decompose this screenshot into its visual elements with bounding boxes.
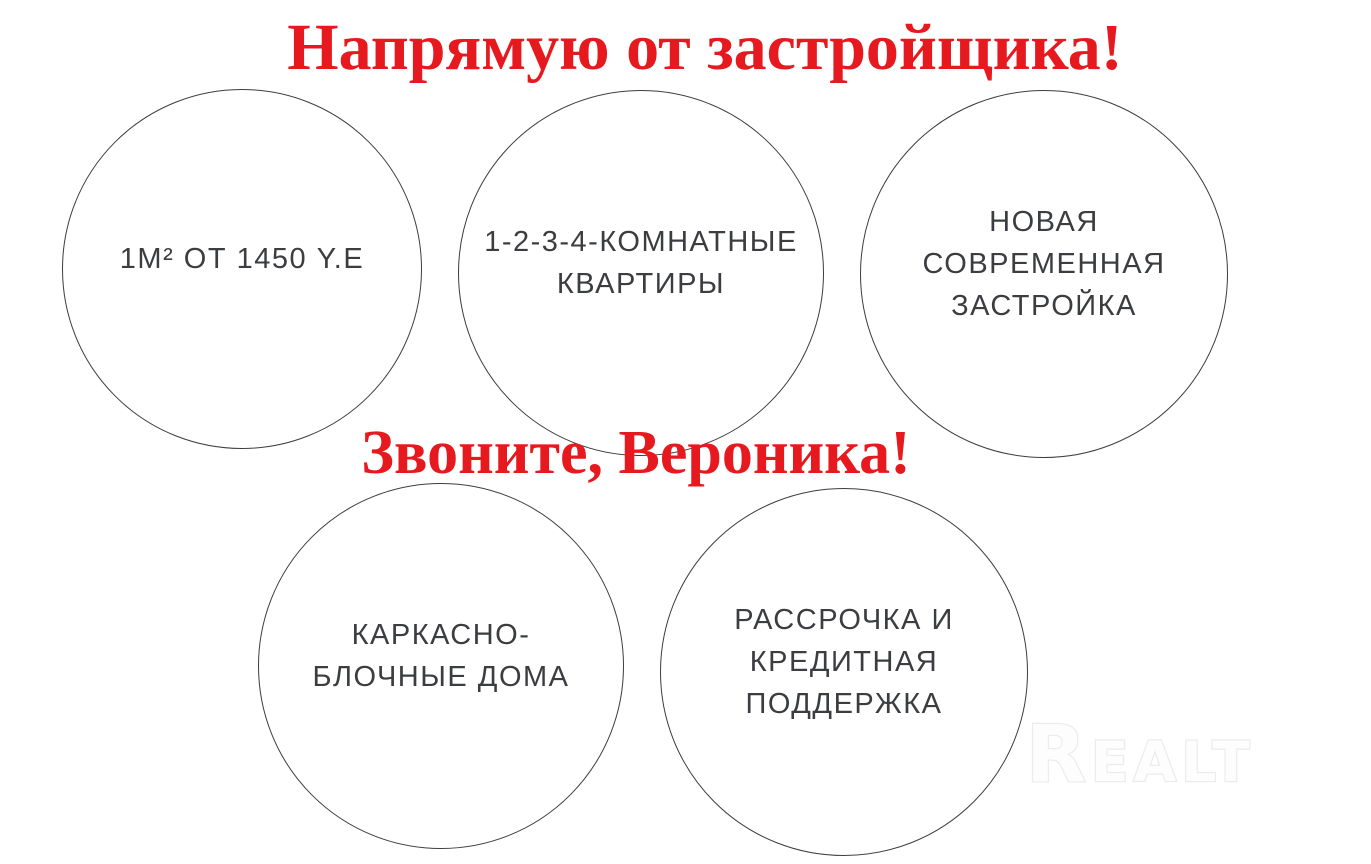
headline-call-veronika: Звоните, Вероника!	[361, 419, 911, 487]
feature-line: 1М² ОТ 1450 Y.E	[119, 243, 365, 275]
feature-text-price	[120, 238, 364, 280]
feature-text-frame-block-houses	[312, 614, 569, 698]
feature-text-installment	[734, 599, 954, 725]
feature-line: 1-2-3-4-КОМНАТНЫЕ	[484, 226, 798, 258]
feature-line: КРЕДИТНАЯ	[749, 646, 939, 678]
feature-circle-new-development	[860, 90, 1228, 458]
feature-line: КАРКАСНО-	[351, 619, 531, 651]
realt-watermark: Realt	[1026, 710, 1255, 800]
feature-text-apartments	[484, 221, 798, 305]
feature-circle-installment	[660, 488, 1028, 856]
feature-circle-apartments	[458, 90, 824, 456]
feature-line: КВАРТИРЫ	[556, 268, 726, 300]
feature-line: ПОДДЕРЖКА	[745, 688, 943, 720]
feature-text-new-development	[922, 201, 1165, 327]
headline-from-developer: Напрямую от застройщика!	[287, 11, 1123, 84]
feature-line: ЗАСТРОЙКА	[951, 290, 1137, 322]
feature-line: СОВРЕМЕННАЯ	[922, 248, 1166, 280]
feature-circle-price	[62, 89, 422, 449]
feature-line: НОВАЯ	[989, 206, 1099, 238]
feature-circle-frame-block-houses	[258, 483, 624, 849]
feature-line: БЛОЧНЫЕ ДОМА	[312, 661, 570, 693]
feature-line: РАССРОЧКА И	[734, 604, 954, 636]
